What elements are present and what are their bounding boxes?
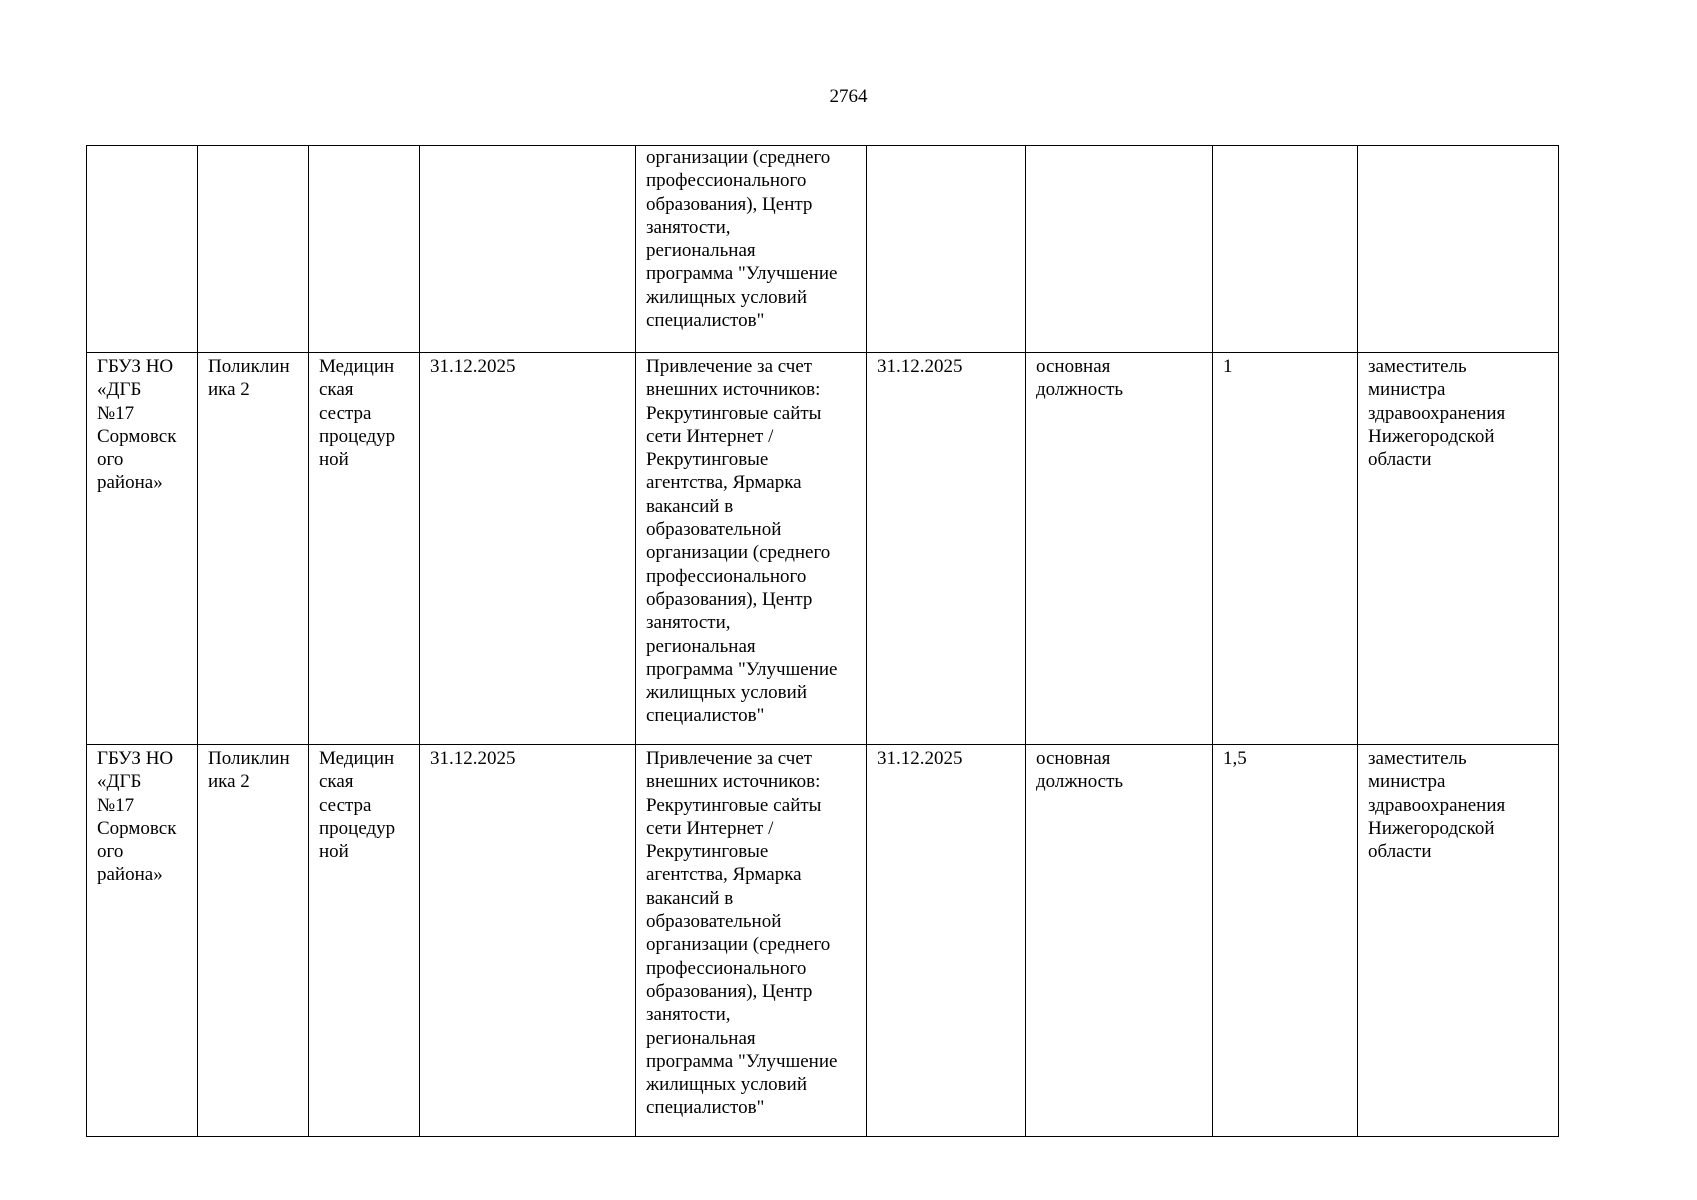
cell-line: области [1368, 449, 1432, 471]
cell-line: района» [97, 864, 163, 886]
cell-line: образования), Центр [646, 980, 813, 1002]
cell-position [309, 353, 420, 745]
cell-line: агентства, Ярмарка [646, 864, 802, 886]
cell-line: ной [319, 449, 349, 471]
cell-line: организации (среднего [646, 934, 831, 956]
cell-line: специалистов" [646, 310, 765, 332]
cell-line: образовательной [646, 911, 782, 933]
data-table [86, 145, 1559, 1137]
cell-line: 31.12.2025 [877, 748, 963, 769]
cell-line: образования), Центр [646, 193, 813, 215]
cell-date-done [867, 745, 1026, 1137]
cell-line: министра [1368, 379, 1446, 401]
cell-line: должность [1036, 771, 1124, 793]
cell-line: Рекрутинговые [646, 841, 769, 863]
cell-position-type [1026, 353, 1213, 745]
cell-line: профессионального [646, 565, 807, 587]
cell-position-type [1026, 745, 1213, 1137]
cell-position [309, 146, 420, 353]
cell-line: ская [319, 379, 354, 401]
cell-department [198, 146, 309, 353]
cell-line: вакансий в [646, 887, 734, 909]
cell-line: занятости, [646, 612, 731, 634]
cell-line: региональная [646, 1027, 756, 1049]
cell-measures [636, 146, 867, 353]
cell-line: Нижегородской [1368, 425, 1495, 447]
cell-line: Поликлин [208, 356, 290, 377]
cell-line: Привлечение за счет [646, 356, 813, 377]
cell-line: организации (среднего [646, 542, 831, 564]
cell-line: сети Интернет / [646, 817, 774, 839]
cell-line: жилищных условий [646, 286, 807, 308]
cell-position [309, 745, 420, 1137]
cell-department [198, 353, 309, 745]
cell-line: №17 [97, 794, 135, 816]
cell-line: Рекрутинговые сайты [646, 402, 822, 424]
cell-line: жилищных условий [646, 1074, 807, 1096]
cell-line: занятости, [646, 1004, 731, 1026]
cell-line: Сормовск [97, 817, 177, 839]
cell-date-done [867, 353, 1026, 745]
page-number: 2764 [829, 86, 868, 107]
cell-line: ская [319, 771, 354, 793]
cell-line: внешних источников: [646, 379, 821, 401]
cell-line: образования), Центр [646, 588, 813, 610]
cell-position-type [1026, 146, 1213, 353]
cell-line: должность [1036, 379, 1124, 401]
cell-line: Поликлин [208, 748, 290, 769]
cell-line: процедур [319, 425, 396, 447]
cell-line: агентства, Ярмарка [646, 472, 802, 494]
cell-line: основная [1036, 356, 1111, 377]
cell-line: здравоохранения [1368, 402, 1506, 424]
cell-line: 31.12.2025 [430, 356, 516, 377]
cell-rate [1213, 146, 1358, 353]
cell-line: образовательной [646, 519, 782, 541]
cell-organization [87, 146, 198, 353]
cell-line: региональная [646, 635, 756, 657]
cell-line: Рекрутинговые [646, 449, 769, 471]
cell-date-planned [420, 745, 636, 1137]
cell-line: ого [97, 841, 124, 863]
table-body [87, 146, 1559, 1137]
cell-line: сети Интернет / [646, 425, 774, 447]
cell-rate [1213, 745, 1358, 1137]
cell-organization [87, 353, 198, 745]
cell-line: профессионального [646, 170, 807, 192]
cell-line: 1 [1223, 356, 1233, 377]
cell-line: основная [1036, 748, 1111, 769]
cell-rate [1213, 353, 1358, 745]
cell-line: 31.12.2025 [430, 748, 516, 769]
cell-date-done [867, 146, 1026, 353]
cell-line: ого [97, 449, 124, 471]
cell-measures [636, 353, 867, 745]
cell-responsible [1358, 353, 1559, 745]
cell-line: заместитель [1368, 748, 1467, 769]
cell-line: Медицин [319, 748, 395, 769]
cell-line: специалистов" [646, 1097, 765, 1119]
table-row [87, 745, 1559, 1137]
cell-line: ной [319, 841, 349, 863]
cell-line: ГБУЗ НО [97, 356, 174, 377]
cell-line: Медицин [319, 356, 395, 377]
cell-line: программа "Улучшение [646, 658, 838, 680]
cell-line: региональная [646, 240, 756, 262]
cell-line: организации (среднего [646, 147, 831, 168]
cell-line: Рекрутинговые сайты [646, 794, 822, 816]
cell-date-planned [420, 146, 636, 353]
table-row [87, 146, 1559, 353]
table-row [87, 353, 1559, 745]
cell-responsible [1358, 146, 1559, 353]
cell-line: вакансий в [646, 495, 734, 517]
cell-department [198, 745, 309, 1137]
cell-line: профессионального [646, 957, 807, 979]
cell-line: «ДГБ [97, 379, 142, 401]
cell-line: области [1368, 841, 1432, 863]
cell-line: сестра [319, 794, 372, 816]
cell-line: процедур [319, 817, 396, 839]
cell-line: программа "Улучшение [646, 1050, 838, 1072]
cell-line: ика 2 [208, 771, 250, 793]
cell-line: жилищных условий [646, 682, 807, 704]
cell-line: внешних источников: [646, 771, 821, 793]
cell-line: района» [97, 472, 163, 494]
cell-responsible [1358, 745, 1559, 1137]
cell-line: 1,5 [1223, 748, 1247, 769]
cell-line: программа "Улучшение [646, 263, 838, 285]
cell-line: министра [1368, 771, 1446, 793]
cell-line: сестра [319, 402, 372, 424]
cell-line: №17 [97, 402, 135, 424]
cell-organization [87, 745, 198, 1137]
cell-line: занятости, [646, 216, 731, 238]
cell-line: специалистов" [646, 705, 765, 727]
cell-line: Нижегородской [1368, 817, 1495, 839]
cell-line: здравоохранения [1368, 794, 1506, 816]
cell-measures [636, 745, 867, 1137]
cell-line: ГБУЗ НО [97, 748, 174, 769]
cell-line: Привлечение за счет [646, 748, 813, 769]
cell-line: заместитель [1368, 356, 1467, 377]
cell-line: «ДГБ [97, 771, 142, 793]
cell-line: ика 2 [208, 379, 250, 401]
cell-line: Сормовск [97, 425, 177, 447]
cell-date-planned [420, 353, 636, 745]
cell-line: 31.12.2025 [877, 356, 963, 377]
